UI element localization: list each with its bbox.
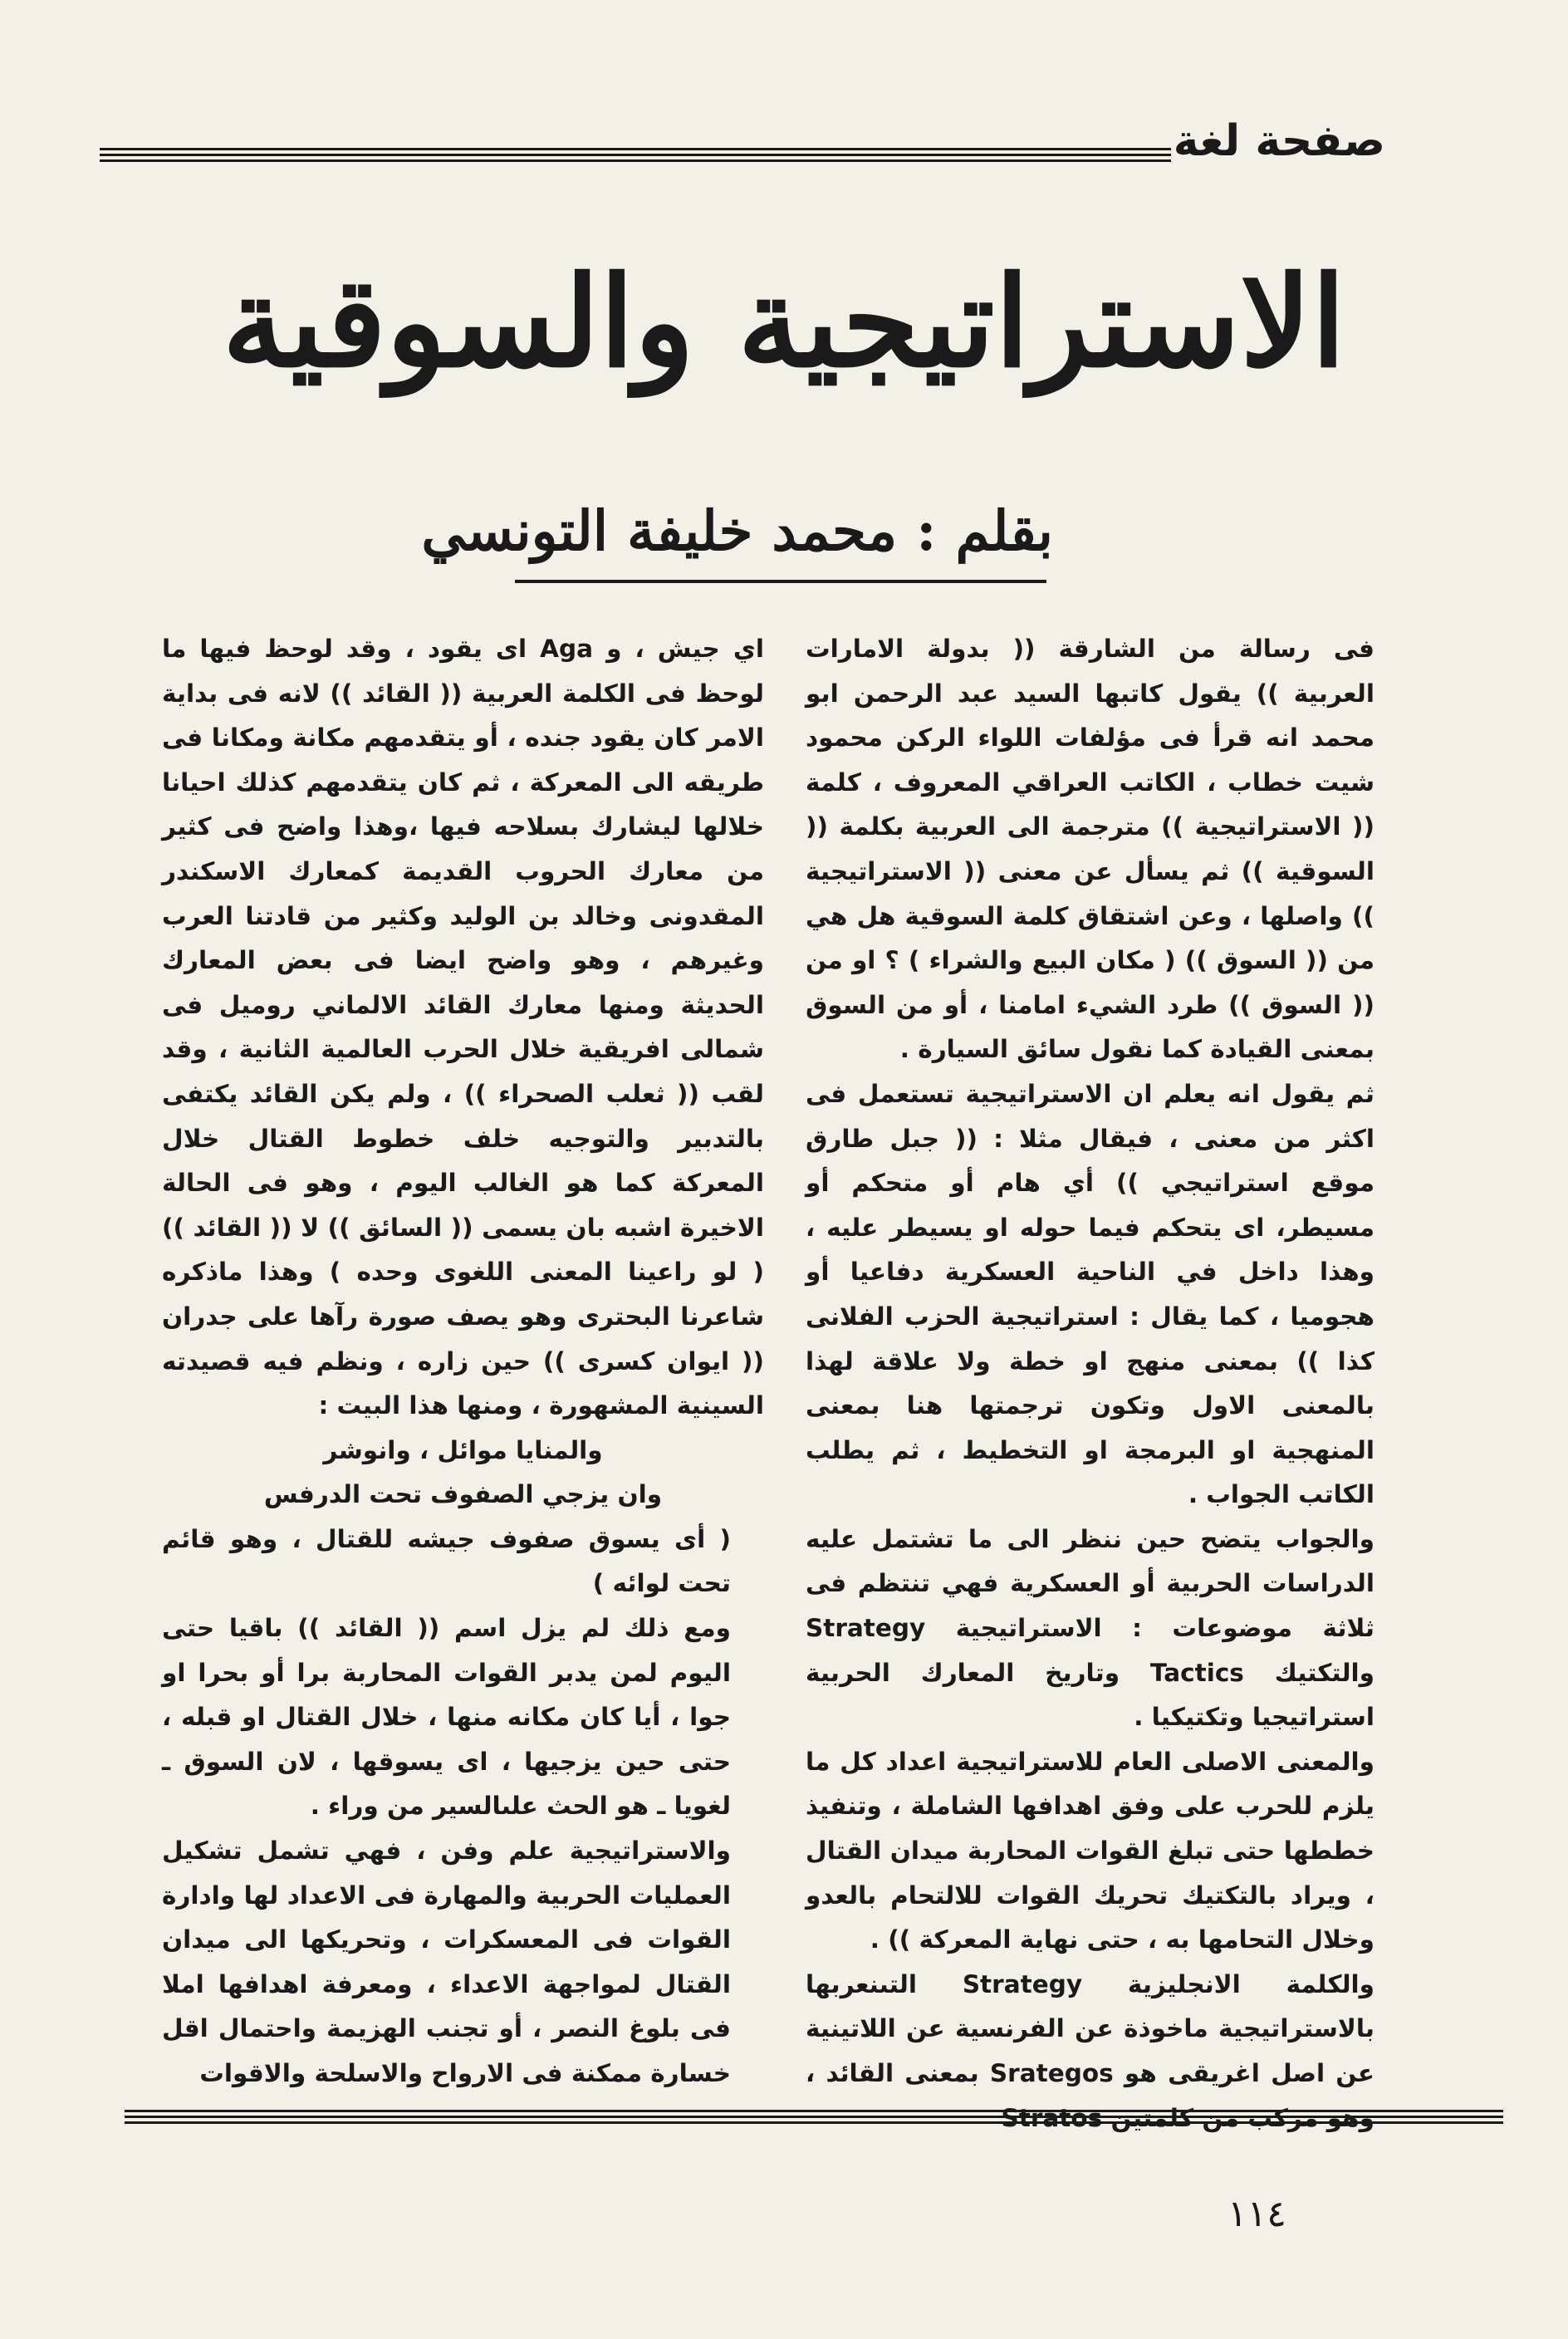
author-byline: بقلم : محمد خليفة التونسي [421, 498, 1053, 563]
article-title: الاستراتيجية والسوقية [222, 249, 1346, 395]
bottom-rule [125, 2110, 1503, 2127]
paragraph: والجواب يتضح حين ننظر الى ما تشتمل عليه الدراسات الحربية أو العسكرية فهي تنتظم فى ثلاثة موضوعات : الاستراتيجية Strategy والتكتيك Tactics وتاريخ المعارك الحربية استراتيجيا وتكتيكيا . [806, 1524, 1374, 1732]
paragraph: ثم يقول انه يعلم ان الاستراتيجية تستعمل فى اكثر من معنى ، فيقال مثلا : (( جبل طارق موقع استراتيجي )) أي هام أو متحكم أو مسيطر، اى يتحكم فيما حوله او يسيطر عليه ، وهذا داخل في الناحية العسكرية دفاعيا أو هجوميا ، كما يقال : استراتيجية الحزب الفلانى كذا )) بمعنى منهج او خطة ولا علاقة لهذا بالمعنى الاول وتكون ترجمتها هنا بمعنى المنهجية او البرمجة او التخطيط ، ثم يطلب الكاتب الجواب . [806, 1079, 1374, 1509]
paragraph: والمعنى الاصلى العام للاستراتيجية اعداد كل ما يلزم للحرب على وفق اهدافها الشاملة ، وتنفيذ خططها حتى تبلغ القوات المحاربة ميدان القتال ، ويراد بالتكتيك تحريك القوات للالتحام بالعدو وخلال التحامها به ، حتى نهاية المعركة )) . [806, 1747, 1374, 1954]
section-label: صفحة لغة [1173, 116, 1385, 166]
page-number: ١١٤ [1227, 2193, 1286, 2235]
poem-line: والمنايا موائل ، وانوشر [323, 1435, 603, 1464]
top-rule [100, 148, 1171, 165]
paragraph: ( أى يسوق صفوف جيشه للقتال ، وهو قائم تحت لوائه ) [162, 1524, 731, 1598]
paragraph: والكلمة الانجليزية Strategy التىنعربها بالاستراتيجية ماخوذة عن الفرنسية عن اللاتينية عن اصل اغريقى هو Srategos بمعنى القائد ، [806, 1969, 1375, 2087]
paragraph: اي جيش ، و Aga اى يقود ، وقد لوحظ فيها ما لوحظ فى الكلمة العربية (( القائد )) لانه فى بداية الامر كان يقود جنده ، أو يتقدمهم مكانة ومكانا فى طريقه الى المعركة ، ثم كان يتقدمهم كذلك احيانا خلالها ليشارك بسلاحه فيها ،وهذا واضح فى كثير من معارك الحروب القديمة كمعارك الاسكندر المقدونى وخالد بن الوليد وكثير من قادتنا العرب وغيرهم ، وهو واضح ايضا فى بعض المعارك الحديثة ومنها معارك القائد الالماني روميل فى شمالى افريقية خلال الحرب العالمية الثانية ، وقد لقب (( ثعلب الصحراء )) ، ولم يكن القائد يكتفى بالتدبير والتوجيه خلف خطوط القتال خلال المعركة كما هو الغالب اليوم ، وهو فى الحالة الاخيرة اشبه بان يسمى (( السائق )) لا (( القائد )) ( لو راعينا المعنى اللغوى وحده ) وهذا ماذكره شاعرنا البحترى وهو يصف صورة رآها على جدران (( ايوان كسرى )) حين زاره ، ونظم فيه قصيدته السينية المشهورة ، ومنها هذا البيت : [162, 635, 764, 1420]
article-column-left [162, 627, 764, 2096]
paragraph: والاستراتيجية علم وفن ، فهي تشمل تشكيل العمليات الحربية والمهارة فى الاعداد لها وادارة القوات فى المعسكرات ، وتحريكها الى ميدان القتال لمواجهة الاعداء ، ومعرفة اهدافها املا فى بلوغ النصر ، أو تجنب الهزيمة واحتمال اقل خسارة ممكنة فى الارواح والاسلحة والاقوات [162, 1836, 731, 2087]
byline-underline [515, 580, 1046, 583]
paragraph: ومع ذلك لم يزل اسم (( القائد )) باقيا حتى اليوم لمن يدبر القوات المحاربة برا أو بحرا او جوا ، أيا كان مكانه منها ، خلال القتال او قبله ، حتى حين يزجيها ، اى يسوقها ، لان السوق ـ لغويا ـ هو الحث علىالسير من وراء . [162, 1614, 731, 1821]
article-column-right [806, 627, 1408, 2140]
paragraph: فى رسالة من الشارقة (( بدولة الامارات العربية )) يقول كاتبها السيد عبد الرحمن ابو محمد انه قرأ فى مؤلفات اللواء الركن محمود شيت خطاب ، الكاتب العراقي المعروف ، كلمة (( الاستراتيجية )) مترجمة الى العربية بكلمة (( السوقية )) ثم يسأل عن معنى (( الاستراتيجية )) واصلها ، وعن اشتقاق كلمة السوقية هل هي من (( السوق )) ( مكان البيع والشراء ) ؟ او من (( السوق )) طرد الشيء امامنا ، أو من السوق بمعنى القيادة كما نقول سائق السيارة . [806, 635, 1374, 1064]
poem-line: وان يزجي الصفوف تحت الدرفس [263, 1480, 663, 1509]
